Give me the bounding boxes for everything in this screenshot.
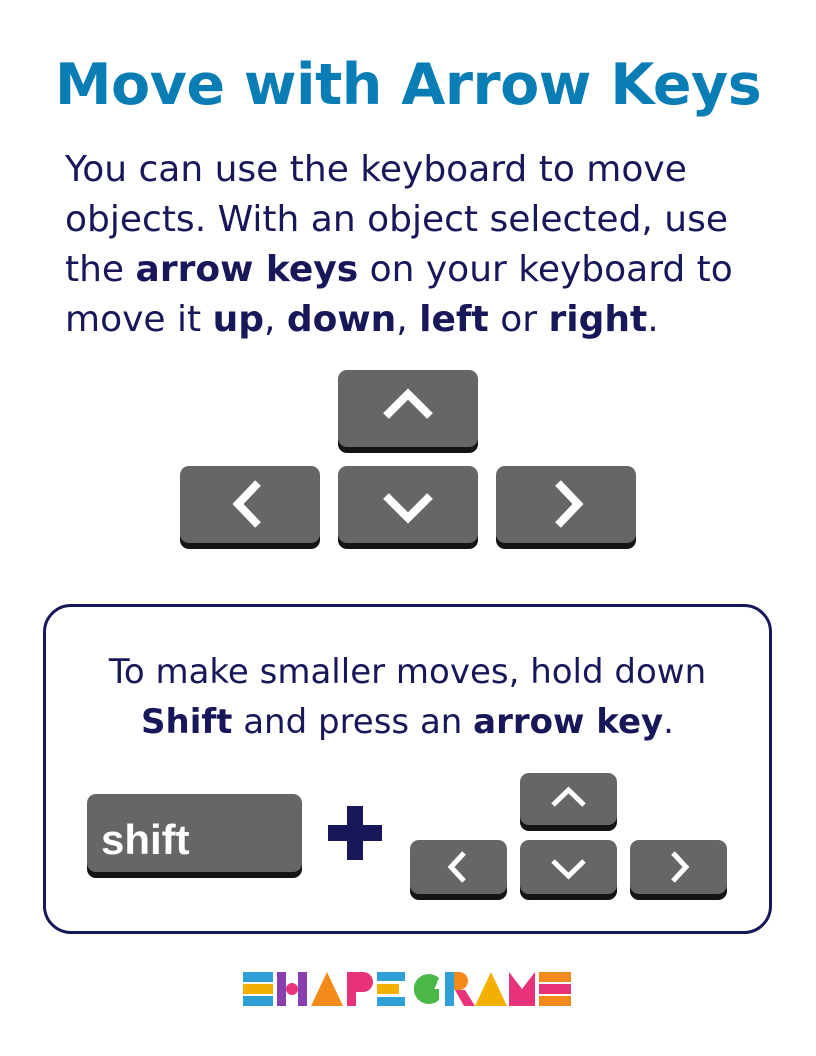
- emphasis-down: down: [286, 299, 397, 340]
- chevron-left-icon: [410, 840, 507, 894]
- small-arrow-key-right: [630, 840, 727, 894]
- page-title: Move with Arrow Keys: [54, 52, 762, 118]
- chevron-up-icon: [338, 370, 478, 447]
- small-arrow-key-left: [410, 840, 507, 894]
- chevron-up-icon: [520, 773, 617, 825]
- arrow-key-up: [338, 370, 478, 447]
- chevron-left-icon: [180, 466, 320, 543]
- chevron-down-icon: [338, 466, 478, 543]
- emphasis-left: left: [419, 299, 489, 340]
- shift-key: [87, 794, 302, 872]
- arrow-key-down: [338, 466, 478, 543]
- arrow-key-left: [180, 466, 320, 543]
- chevron-down-icon: [520, 840, 617, 894]
- emphasis-right: right: [548, 299, 648, 340]
- shift-key-label: shift: [101, 816, 190, 863]
- small-arrow-key-up: [520, 773, 617, 825]
- small-arrow-key-down: [520, 840, 617, 894]
- emphasis-shift: Shift: [141, 702, 233, 742]
- chevron-right-icon: [496, 466, 636, 543]
- arrow-key-right: [496, 466, 636, 543]
- chevron-right-icon: [630, 840, 727, 894]
- emphasis-arrow-keys: arrow keys: [135, 249, 359, 290]
- emphasis-up: up: [212, 299, 264, 340]
- plus-icon: [328, 806, 382, 860]
- intro-paragraph: You can use the keyboard to move objects. With an object selected, use the arrow keys on your keyboard to move it up, down, left or right.: [65, 149, 733, 340]
- tip-text: To make smaller moves, hold down Shift and press an arrow key.: [108, 652, 707, 742]
- shapegrams-logo: [243, 972, 573, 1006]
- emphasis-arrow-key: arrow key: [473, 702, 664, 742]
